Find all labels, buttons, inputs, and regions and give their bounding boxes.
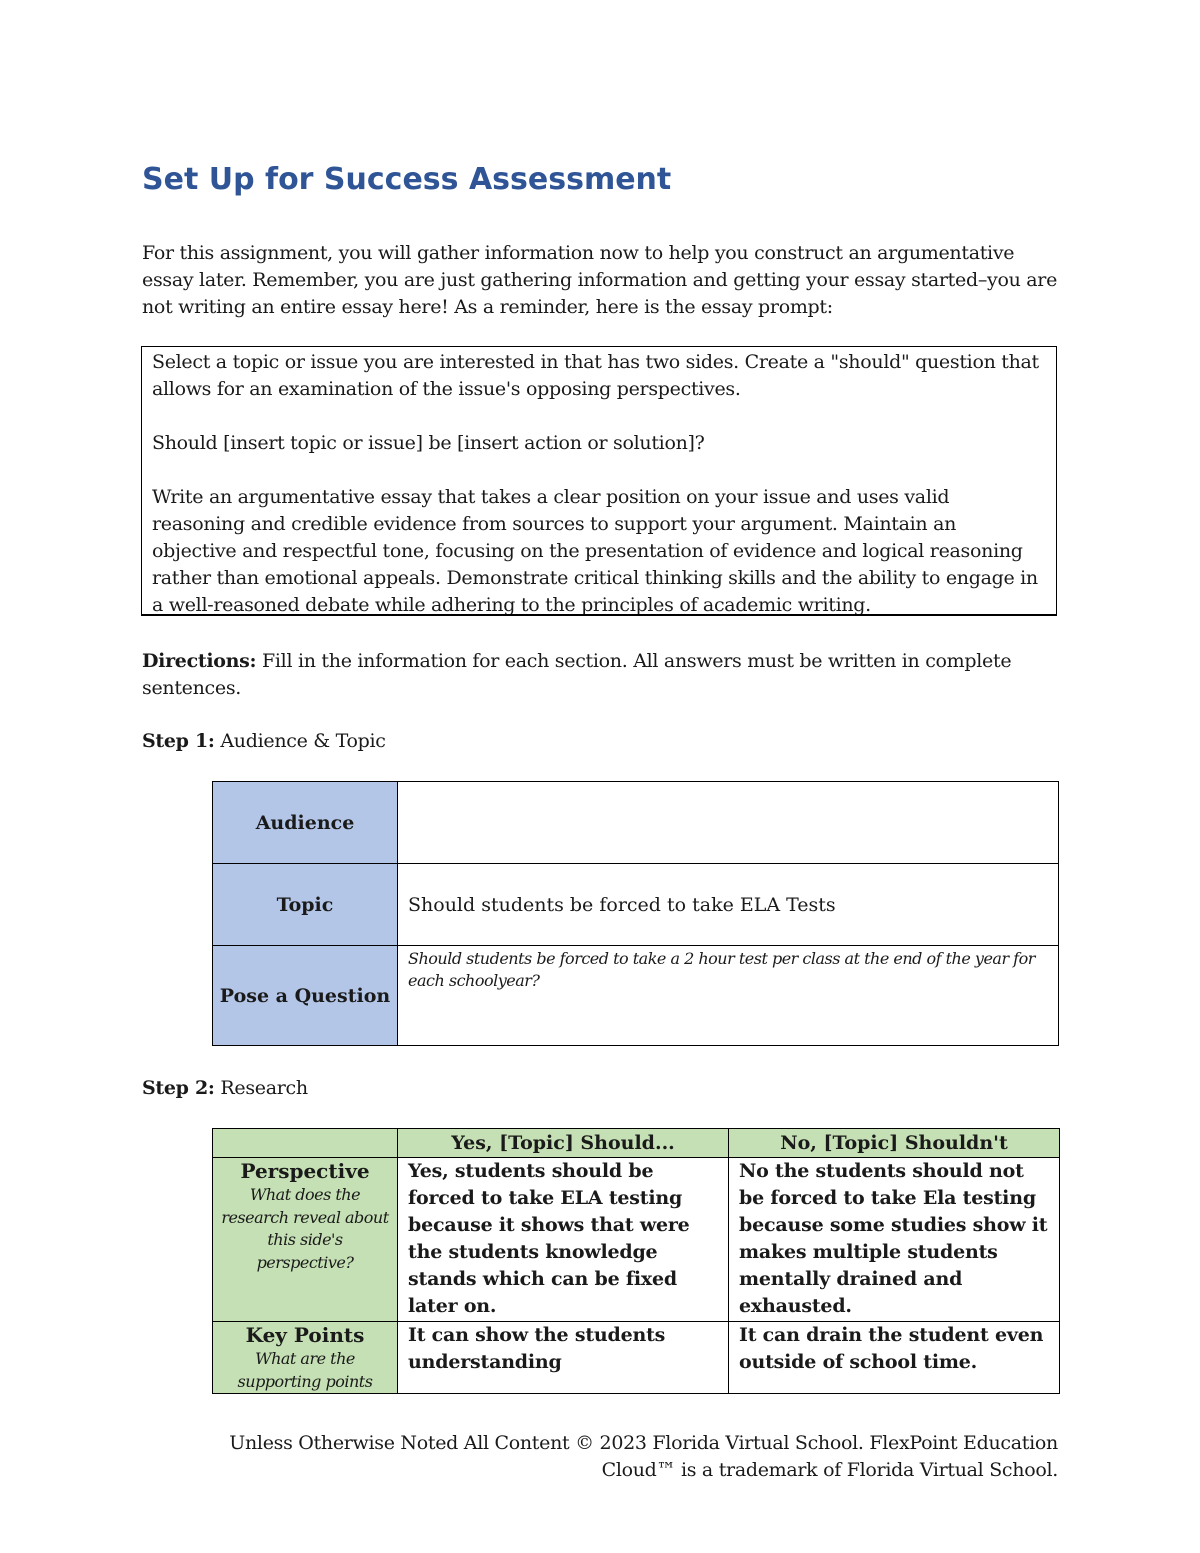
table-row — [213, 946, 1059, 1046]
perspective-label — [213, 1158, 398, 1322]
step2-label: Step 2: — [142, 1077, 215, 1099]
header-no: No, [Topic] Shouldn't — [729, 1129, 1060, 1158]
essay-prompt-box — [141, 346, 1057, 616]
footer-line-2: Cloud™ is a trademark of Florida Virtual School. — [601, 1459, 1058, 1481]
topic-input[interactable]: Should students be forced to take ELA Tests — [398, 864, 1059, 946]
step1-label: Step 1: — [142, 730, 215, 752]
step1-title: Audience & Topic — [220, 730, 386, 752]
step2-heading — [142, 1075, 1060, 1102]
directions — [142, 648, 1060, 702]
audience-topic-table — [212, 781, 1059, 1046]
prompt-paragraph-2: Should [insert topic or issue] be [insert action or solution]? — [152, 432, 705, 454]
table-row — [213, 1322, 1060, 1394]
perspective-no-cell[interactable]: No the students should not be forced to take Ela testing because some studies show it makes multiple students mentally drained and exhausted. — [729, 1158, 1060, 1322]
audience-input[interactable] — [398, 782, 1059, 864]
key-points-title: Key Points — [245, 1323, 365, 1347]
perspective-yes-cell[interactable]: Yes, students should be forced to take ELA testing because it shows that were the students knowledge stands which can be fixed later on. — [398, 1158, 729, 1322]
prompt-paragraph-1: Select a topic or issue you are interested in that has two sides. Create a "should" question that allows for an examination of the issue's opposing perspectives. — [152, 351, 1039, 400]
step1-heading — [142, 728, 1060, 755]
audience-label: Audience — [213, 782, 398, 864]
header-empty — [213, 1129, 398, 1158]
research-table — [212, 1128, 1060, 1394]
footer-line-1: Unless Otherwise Noted All Content © 2023 Florida Virtual School. FlexPoint Education — [229, 1432, 1058, 1454]
page-title: Set Up for Success Assessment — [142, 162, 672, 197]
intro-paragraph: For this assignment, you will gather information now to help you construct an argumentative essay later. Remember, you are just gathering information and getting your essay started–you are not writing an entire essay here! As a reminder, here is the essay prompt: — [142, 242, 1058, 318]
question-input[interactable]: Should students be forced to take a 2 hour test per class at the end of the year for each schoolyear? — [398, 946, 1059, 1046]
step2-title: Research — [220, 1077, 308, 1099]
key-points-label — [213, 1322, 398, 1394]
key-points-no-cell[interactable]: It can drain the student even outside of school time. — [729, 1322, 1060, 1394]
topic-label: Topic — [213, 864, 398, 946]
table-row — [213, 864, 1059, 946]
key-points-yes-cell[interactable]: It can show the students understanding — [398, 1322, 729, 1394]
copyright-footer — [158, 1430, 1058, 1484]
directions-text: Fill in the information for each section. All answers must be written in complete sentences. — [142, 650, 1012, 699]
key-points-subtitle: What are the supporting points — [237, 1349, 373, 1391]
table-row — [213, 782, 1059, 864]
question-label: Pose a Question — [213, 946, 398, 1046]
prompt-paragraph-3: Write an argumentative essay that takes a clear position on your issue and uses valid reasoning and credible evidence from sources to support your argument. Maintain an objective and respectful tone, focusing on the presentation of evidence and logical reasoning rather than emotional appeals. Demonstrate critical thinking skills and the ability to engage in a well-reasoned debate while adhering to the principles of academic writing. — [152, 486, 1038, 616]
perspective-subtitle: What does the research reveal about this side's perspective? — [221, 1185, 389, 1272]
header-yes: Yes, [Topic] Should... — [398, 1129, 729, 1158]
table-row — [213, 1158, 1060, 1322]
perspective-title: Perspective — [240, 1159, 370, 1183]
table-header-row — [213, 1129, 1060, 1158]
directions-label: Directions: — [142, 650, 257, 672]
